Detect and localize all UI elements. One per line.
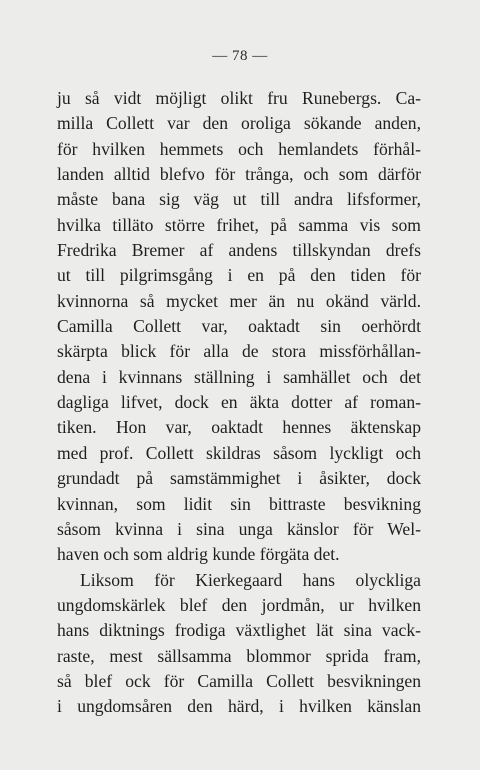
text-line: dena i kvinnans ställning i samhället och det xyxy=(57,366,421,387)
text-line: måste bana sig väg ut till andra lifsformer, xyxy=(57,189,421,210)
text-line: Fredrika Bremer af andens tillskyndan drefs xyxy=(57,240,421,261)
text-line: för hvilken hemmets och hemlandets förhål- xyxy=(57,138,421,159)
text-line: dagliga lifvet, dock en äkta dotter af roman- xyxy=(57,392,421,413)
text-line: Camilla Collett var, oaktadt sin oerhördt xyxy=(57,316,421,337)
text-line: milla Collett var den oroliga sökande anden, xyxy=(57,113,421,134)
text-line: Liksom för Kierkegaard hans olyckliga xyxy=(80,569,421,590)
text-line: med prof. Collett skildras såsom lyckligt och xyxy=(57,442,421,463)
text-line: i ungdomsåren den härd, i hvilken känslan xyxy=(57,696,421,717)
text-line: ungdomskärlek blef den jordmån, ur hvilken xyxy=(57,594,421,615)
text-line: landen alltid blefvo för trånga, och som därför xyxy=(57,164,421,185)
paragraph-1 xyxy=(57,86,421,568)
text-line: tiken. Hon var, oaktadt hennes äktenskap xyxy=(57,417,421,438)
text-line: hvilka tilläto större frihet, på samma vis som xyxy=(57,214,421,235)
paragraph-2 xyxy=(57,568,421,720)
text-line: haven och som aldrig kunde förgäta det. xyxy=(57,544,340,565)
text-line: grundadt på samstämmighet i åsikter, dock xyxy=(57,468,421,489)
text-line: skärpta blick för alla de stora missförhållan- xyxy=(57,341,421,362)
body-text xyxy=(57,86,421,720)
text-line: kvinnan, som lidit sin bittraste besvikning xyxy=(57,493,421,514)
text-line: ju så vidt möjligt olikt fru Runebergs. Ca- xyxy=(57,88,421,108)
text-line: såsom kvinna i sina unga känslor för Wel- xyxy=(57,518,421,539)
text-line: raste, mest sällsamma blommor sprida fram, xyxy=(57,645,421,666)
page-number: — 78 — xyxy=(212,48,268,64)
text-line: hans diktnings frodiga växtlighet lät sina vack- xyxy=(57,620,421,641)
text-line: kvinnorna så mycket mer än nu okänd värld. xyxy=(57,290,421,311)
text-line: så blef ock för Camilla Collett besvikningen xyxy=(57,670,421,691)
text-line: ut till pilgrimsgång i en på den tiden för xyxy=(57,265,421,286)
